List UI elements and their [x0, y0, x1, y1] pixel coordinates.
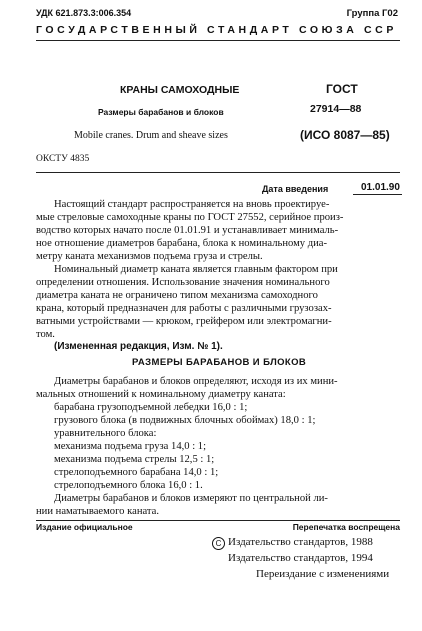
- body-line: метру каната механизмов подъема груза и стрелы.: [36, 251, 263, 262]
- section-line: Диаметры барабанов и блоков определяют, исходя из их мини-: [54, 376, 338, 387]
- edition-note: (Измененная редакция, Изм. № 1).: [54, 341, 223, 352]
- body-line: ватными устройствами — крюком, грейфером или электромагни-: [36, 316, 332, 327]
- body-line: диаметра каната не ограничено типом механизма самоходного: [36, 290, 318, 301]
- standard-subtitle: Размеры барабанов и блоков: [98, 107, 224, 117]
- iso-reference: (ИСО 8087—85): [300, 128, 390, 142]
- official-edition-label: Издание официальное: [36, 522, 133, 532]
- body-line: Настоящий стандарт распространяется на вновь проектируе-: [54, 199, 330, 210]
- section-line: стрелоподъемного блока 16,0 : 1.: [54, 480, 203, 491]
- section-line: грузового блока (в подвижных блочных обоймах) 18,0 : 1;: [54, 415, 316, 426]
- body-line: ное отношение диаметров барабана, блока к номинальному диа-: [36, 238, 328, 249]
- udk-code: УДК 621.873.3:006.354: [36, 8, 132, 18]
- copyright-icon: C: [212, 537, 225, 550]
- intro-date-label: Дата введения: [262, 184, 329, 194]
- body-line: Номинальный диаметр каната является главным фактором при: [54, 264, 338, 275]
- reprint-notice: Перепечатка воспрещена: [292, 522, 400, 532]
- body-line: водство которых начато после 01.01.91 и устанавливает минималь-: [36, 225, 339, 236]
- gost-number: 27914—88: [310, 103, 362, 115]
- english-title: Mobile cranes. Drum and sheave sizes: [74, 130, 228, 141]
- section-line: барабана грузоподъемной лебедки 16,0 : 1;: [54, 402, 248, 413]
- body-line: определении отношения. Использование значения номинального: [36, 277, 330, 288]
- standard-title: КРАНЫ САМОХОДНЫЕ: [120, 84, 240, 96]
- title-block-rule: [36, 172, 400, 173]
- body-line: крана, который предназначен для работы с различными грузозах-: [36, 303, 332, 314]
- gost-label: ГОСТ: [326, 82, 358, 96]
- intro-date-value: 01.01.90: [353, 182, 402, 195]
- section-line: механизма подъема груза 14,0 : 1;: [54, 441, 207, 452]
- okstu-code: ОКСТУ 4835: [36, 154, 90, 164]
- copyright-line-2: Издательство стандартов, 1994: [228, 552, 373, 564]
- section-line: мальных отношений к номинальному диаметру каната:: [36, 389, 286, 400]
- group-code: Группа Г02: [346, 8, 398, 19]
- state-standard-heading: ГОСУДАРСТВЕННЫЙ СТАНДАРТ СОЮЗА ССР: [36, 24, 397, 36]
- copyright-text-1: Издательство стандартов, 1988: [228, 536, 373, 548]
- header-rule: [36, 40, 400, 41]
- section-line: механизма подъема стрелы 12,5 : 1;: [54, 454, 215, 465]
- section-line: стрелоподъемного барабана 14,0 : 1;: [54, 467, 219, 478]
- copyright-line-1: [212, 536, 373, 550]
- footer-rule: [36, 520, 400, 521]
- section-line: Диаметры барабанов и блоков измеряют по центральной ли-: [54, 493, 328, 504]
- section-line: нии наматываемого каната.: [36, 506, 160, 517]
- section-line: уравнительного блока:: [54, 428, 157, 439]
- section-title: РАЗМЕРЫ БАРАБАНОВ И БЛОКОВ: [132, 357, 307, 368]
- reissue-note: Переиздание с изменениями: [256, 568, 390, 580]
- body-line: том.: [36, 329, 55, 340]
- body-line: мые стреловые самоходные краны по ГОСТ 27552, серийное произ-: [36, 212, 344, 223]
